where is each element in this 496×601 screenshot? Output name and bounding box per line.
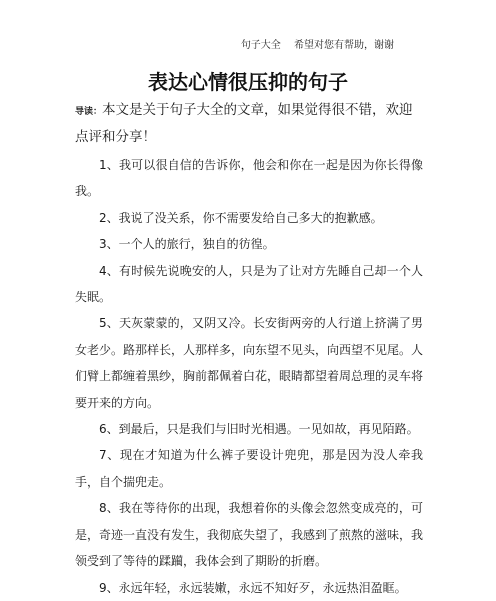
- list-item: 4、有时候先说晚安的人，只是为了让对方先睡自己却一个人失眠。: [75, 263, 423, 305]
- page-header: [0, 36, 496, 51]
- intro-text: 本文是关于句子大全的文章，如果觉得很不错，欢迎点评和分享！: [75, 102, 413, 145]
- intro-label: 导读：: [75, 107, 103, 117]
- article-body: [75, 98, 423, 601]
- list-item: 2、我说了没关系，你不需要发给自己多大的抱歉感。: [99, 210, 383, 225]
- list-item: 6、到最后，只是我们与旧时光相遇。一见如故，再见陌路。: [99, 422, 419, 437]
- list-item: 1、我可以很自信的告诉你，他会和你在一起是因为你长得像我。: [75, 158, 423, 199]
- header-thanks-text: 希望对您有帮助，谢谢: [294, 40, 394, 51]
- header-site-name: 句子大全: [240, 40, 281, 51]
- article-title: 表达心情很压抑的句子: [148, 70, 348, 94]
- list-item: 9、永远年轻，永远装嫩，永远不知好歹，永远热泪盈眶。: [99, 580, 407, 595]
- intro-paragraph: [75, 98, 423, 150]
- list-item: 7、现在才知道为什么裤子要设计兜兜，那是因为没人牵我手，自个揣兜走。: [75, 448, 423, 489]
- list-item: 5、天灰蒙蒙的，又阴又冷。长安街两旁的人行道上挤满了男女老少。路那样长，人那样多，向东望不见头，向西望不见尾。人们臂上都缠着黑纱，胸前都佩着白花，眼睛都望着周总理的灵车将要开来的方向。: [75, 316, 424, 410]
- list-item: 8、我在等待你的出现，我想着你的头像会忽然变成亮的，可是，奇迹一直没有发生，我彻底失望了，我感到了煎熬的滋味，我领受到了等待的蹂躏，我体会到了期盼的折磨。: [75, 501, 424, 569]
- list-item: 3、一个人的旅行，独自的彷徨。: [99, 237, 275, 252]
